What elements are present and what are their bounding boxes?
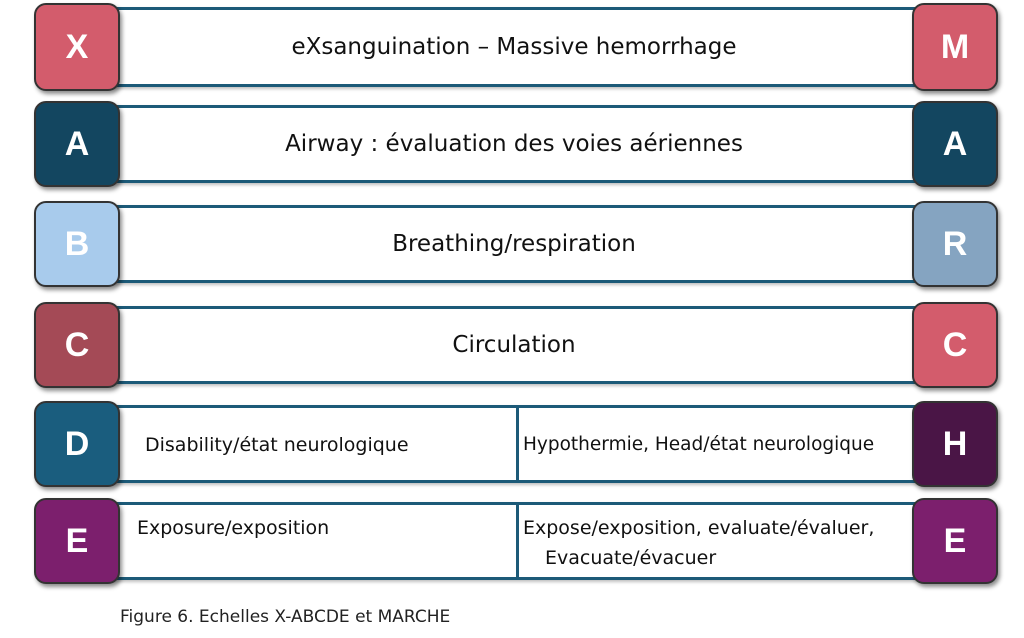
- row-b-r: [0, 201, 1024, 287]
- band-b-r: [110, 205, 918, 283]
- badge-h: H: [912, 401, 998, 487]
- figure-caption: Figure 6. Echelles X-ABCDE et MARCHE: [120, 607, 451, 627]
- band-label-airway: Airway : évaluation des voies aériennes: [285, 131, 743, 157]
- band-label-expose-line1: Expose/exposition, evaluate/évaluer,: [523, 517, 875, 539]
- band-label-exsanguination: eXsanguination – Massive hemorrhage: [291, 34, 737, 60]
- badge-b: B: [34, 201, 120, 287]
- row-a-a: [0, 101, 1024, 187]
- badge-c-right: C: [912, 302, 998, 388]
- band-label-breathing: Breathing/respiration: [392, 231, 636, 257]
- band-label-exposure: Exposure/exposition: [137, 517, 330, 539]
- badge-a-left: A: [34, 101, 120, 187]
- band-a-a: [110, 105, 918, 183]
- row-e-e: [0, 498, 1024, 584]
- badge-e-left: E: [34, 498, 120, 584]
- badge-e-right: E: [912, 498, 998, 584]
- band-c-c: [110, 306, 918, 384]
- badge-a-right: A: [912, 101, 998, 187]
- band-e-e: [110, 502, 918, 580]
- band-d-h: [110, 405, 918, 483]
- row-d-h: [0, 401, 1024, 487]
- badge-x: X: [34, 3, 120, 91]
- band-divider: [516, 505, 519, 577]
- row-x-m: [0, 3, 1024, 91]
- band-label-hypothermie: Hypothermie, Head/état neurologique: [523, 434, 875, 455]
- band-label-disability: Disability/état neurologique: [145, 434, 409, 456]
- band-divider: [516, 408, 519, 480]
- band-label-circulation: Circulation: [452, 332, 576, 358]
- band-label-expose-line2: Evacuate/évacuer: [545, 547, 717, 569]
- badge-c-left: C: [34, 302, 120, 388]
- badge-d: D: [34, 401, 120, 487]
- badge-m: M: [912, 3, 998, 91]
- band-x-m: [110, 7, 918, 87]
- row-c-c: [0, 302, 1024, 388]
- badge-r: R: [912, 201, 998, 287]
